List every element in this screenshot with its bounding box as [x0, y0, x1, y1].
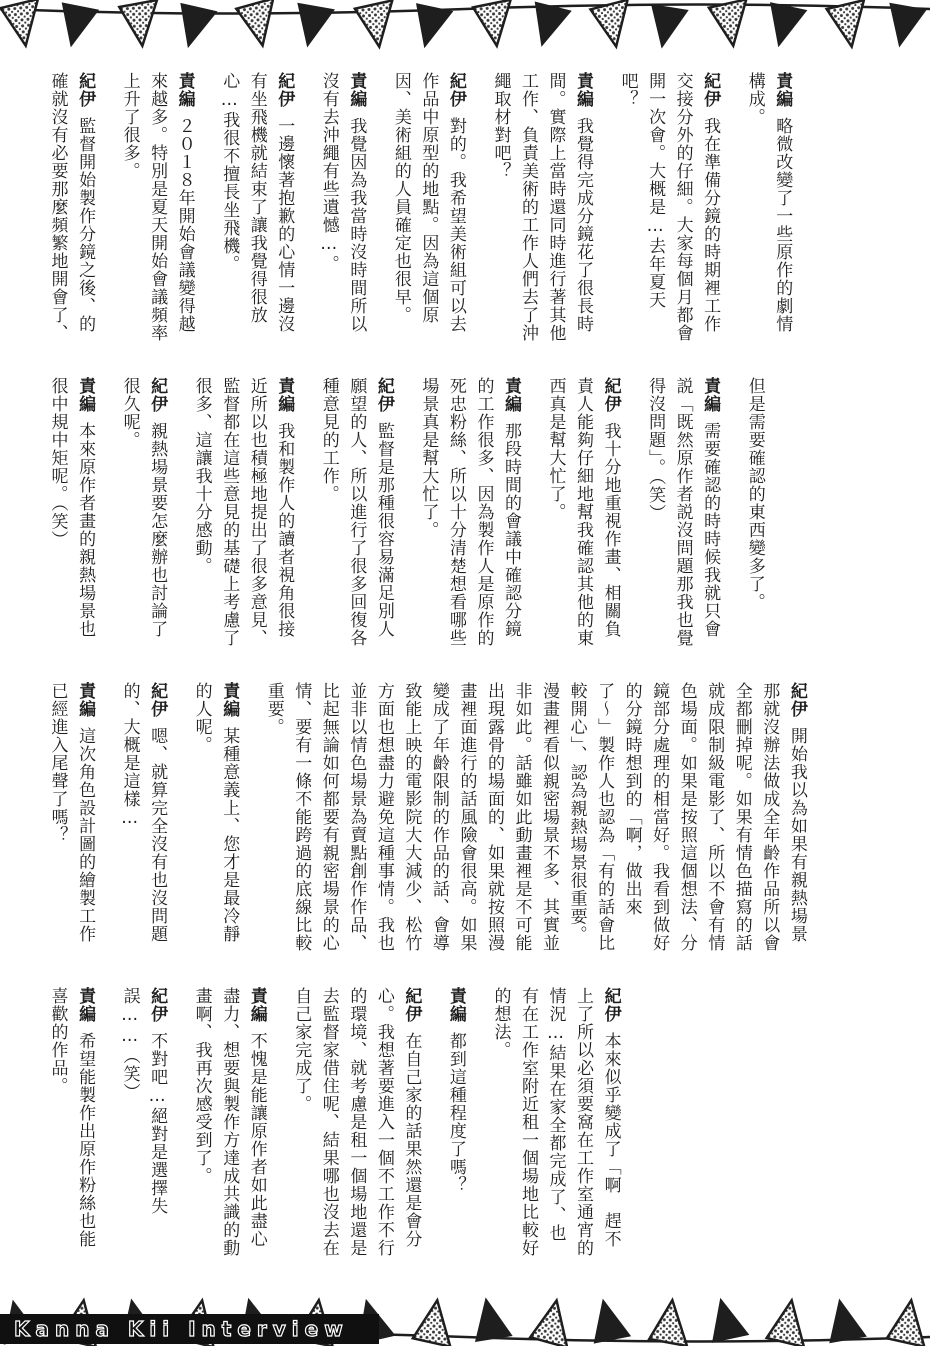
- dialogue-text: 本來似乎變成了「啊 趕不上了所以必須要窩在工作室通宵的情況…結果在家全都完成了、也有在工作室附近租一個場地比較好的想法。: [490, 987, 621, 1257]
- dialogue-paragraph: [43, 72, 98, 344]
- dialogue-text: 我在準備分鏡的時期裡工作交接分外的仔細。大家每個月都會開一次會。大概是…去年夏天吧？: [617, 72, 721, 342]
- speaker-label: 紀伊: [401, 987, 422, 1023]
- dialogue-text: 監督是那種很容易滿足別人願望的人、所以進行了很多回復各種意見的工作。: [318, 377, 394, 647]
- dialogue-text: 我十分地重視作畫、相關負責人能夠仔細地幫我確認其他的東西真是幫大忙了。: [545, 377, 621, 647]
- dialogue-row: [26, 377, 768, 649]
- dialogue-row: [26, 682, 810, 954]
- dialogue-paragraph: [115, 987, 170, 1259]
- speaker-label: 紀伊: [600, 377, 621, 413]
- dialogue-paragraph: [43, 682, 98, 954]
- dialogue-paragraph: [115, 72, 198, 344]
- dialogue-paragraph: [259, 682, 810, 954]
- speaker-label: 紀伊: [786, 682, 807, 718]
- dialogue-paragraph: [414, 377, 524, 649]
- dialogue-text: 在自己家的話果然還是會分心。我想著要進入一個不工作不行的環境、就考慮是租一個場地還是去監督家借住呢、結果哪也沒去在自己家完成了。: [291, 987, 422, 1257]
- dialogue-text: 對的。我希望美術組可以去作品中原型的地點。因為這個原因、美術組的人員確定也很早。: [390, 72, 466, 333]
- dialogue-row: [26, 987, 624, 1259]
- dialogue-text: 略微改變了一些原作的劇情構成。: [744, 72, 793, 333]
- speaker-label: 責編: [75, 682, 96, 718]
- speaker-label: 紀伊: [75, 72, 96, 108]
- dialogue-paragraph: [43, 987, 98, 1259]
- speaker-label: 紀伊: [147, 682, 168, 718]
- dialogue-text: 某種意義上、您才是最冷靜的人呢。: [191, 682, 240, 943]
- dialogue-paragraph: [187, 987, 270, 1259]
- dialogue-text: 親熱場景要怎麼辦也討論了很久呢。: [119, 377, 168, 638]
- dialogue-paragraph: [115, 682, 170, 954]
- dialogue-paragraph: [740, 72, 795, 344]
- dialogue-paragraph: [187, 377, 297, 649]
- dialogue-text: 我覺因為我當時沒時間所以沒有去沖繩有些遺憾…。: [318, 72, 367, 333]
- dialogue-paragraph: [386, 72, 469, 344]
- speaker-label: 紀伊: [274, 72, 295, 108]
- speaker-label: 責編: [445, 987, 466, 1023]
- dialogue-text: 開始我以為如果有親熱場景那就沒辦法做成全年齡作品所以會全都刪掉呢。如果有情色描寫的話就成限制級電影了、所以不會有情色場面。如果是按照這個想法、分鏡部分處理的相當好。我看到做好的分鏡時想到的「啊，做出來了〜」製作人也認為「有的話會比較開心」、認為親熱場景很重要。漫畫裡看似親密場景不多、其實並非如此。話雖如此動畫裡是不可能出現露骨的場面的、如果就按照漫畫裡面進行的話風險會很高。如果變成了年齡限制的作品的話、會導致能上映的電影院大大減少、松竹方面也想盡力避免這種事情。我也並非以情色場景為賣點創作作品、比起無論如何都要有親密場景的心情、要有一條不能跨過的底線比較重要。: [263, 682, 807, 952]
- dialogue-paragraph: [215, 72, 298, 344]
- dialogue-text: 但是需要確認的東西變多了。: [744, 377, 765, 611]
- speaker-label: 紀伊: [373, 377, 394, 413]
- speaker-label: 責編: [573, 72, 594, 108]
- speaker-label: 責編: [246, 987, 267, 1023]
- bunting-top-decoration: [0, 0, 930, 58]
- speaker-label: 責編: [346, 72, 367, 108]
- speaker-label: 責編: [274, 377, 295, 413]
- speaker-label: 責編: [500, 377, 521, 413]
- speaker-label: 責編: [700, 377, 721, 413]
- dialogue-paragraph: [187, 682, 242, 954]
- dialogue-text: 我覺得完成分鏡花了很長時間。實際上當時還同時進行著其他工作、負責美術的工作人們去了沖繩取材對吧？: [490, 72, 594, 342]
- dialogue-text: 我和製作人的讀者視角很接近所以也積極地提出了很多意見、監督都在這些意見的基礎上考慮了很多、這讓我十分感動。: [191, 377, 295, 647]
- speaker-label: 紀伊: [700, 72, 721, 108]
- dialogue-text: 不愧是能讓原作者如此盡心盡力、想要與製作方達成共識的動畫啊、我再次感受到了。: [191, 987, 267, 1257]
- dialogue-paragraph: [541, 377, 624, 649]
- dialogue-paragraph: [486, 72, 596, 344]
- dialogue-paragraph: [486, 987, 624, 1259]
- dialogue-text: ２０１８年開始會議變得越來越多。特別是夏天開始會議頻率上升了很多。: [119, 72, 195, 342]
- dialogue-paragraph: [314, 377, 397, 649]
- dialogue-paragraph: [115, 377, 170, 649]
- dialogue-paragraph: [613, 72, 723, 344]
- speaker-label: 責編: [219, 682, 240, 718]
- dialogue-row: [26, 72, 795, 344]
- dialogue-text: 嗯、就算完全沒有也沒問題的、大概是這樣…: [119, 682, 168, 943]
- dialogue-paragraph: [441, 987, 469, 1259]
- dialogue-paragraph: [641, 377, 724, 649]
- dialogue-text: 需要確認的時時候我就只會説「既然原作者説沒問題那我也覺得沒問題」。（笑）: [645, 377, 721, 647]
- speaker-label: 責編: [75, 377, 96, 413]
- speaker-label: 紀伊: [147, 377, 168, 413]
- speaker-label: 紀伊: [147, 987, 168, 1023]
- dialogue-text: 希望能製作出原作粉絲也能喜歡的作品。: [47, 987, 96, 1248]
- speaker-label: 紀伊: [600, 987, 621, 1023]
- dialogue-text: 一邊懷著抱歉的心情一邊沒有坐飛機就結束了讓我覺得很放心…我很不擅長坐飛機。: [219, 72, 295, 333]
- speaker-label: 責編: [75, 987, 96, 1023]
- dialogue-paragraph: [740, 377, 768, 649]
- dialogue-paragraph: [43, 377, 98, 649]
- interview-content: [26, 72, 904, 1292]
- dialogue-text: 不對吧…絕對是選擇失誤……（笑）: [119, 987, 168, 1215]
- dialogue-text: 本來原作者畫的親熱場景也很中規中矩呢。（笑）: [47, 377, 96, 638]
- dialogue-text: 都到這種程度了嗎？: [445, 1032, 466, 1194]
- speaker-label: 責編: [174, 72, 195, 108]
- speaker-label: 紀伊: [445, 72, 466, 108]
- dialogue-paragraph: [287, 987, 425, 1259]
- dialogue-text: 監督開始製作分鏡之後、的確就沒有必要那麼頻繁地開會了、: [47, 72, 96, 342]
- speaker-label: 責編: [772, 72, 793, 108]
- dialogue-paragraph: [314, 72, 369, 344]
- dialogue-text: 這次角色設計圖的繪製工作已經進入尾聲了嗎？: [47, 682, 96, 943]
- dialogue-text: 那段時間的會議中確認分鏡的工作很多、因為製作人是原作的死忠粉絲、所以十分清楚想看哪些場景真是幫大忙了。: [418, 377, 521, 647]
- footer-title: Kanna Kii Interview: [0, 1314, 379, 1344]
